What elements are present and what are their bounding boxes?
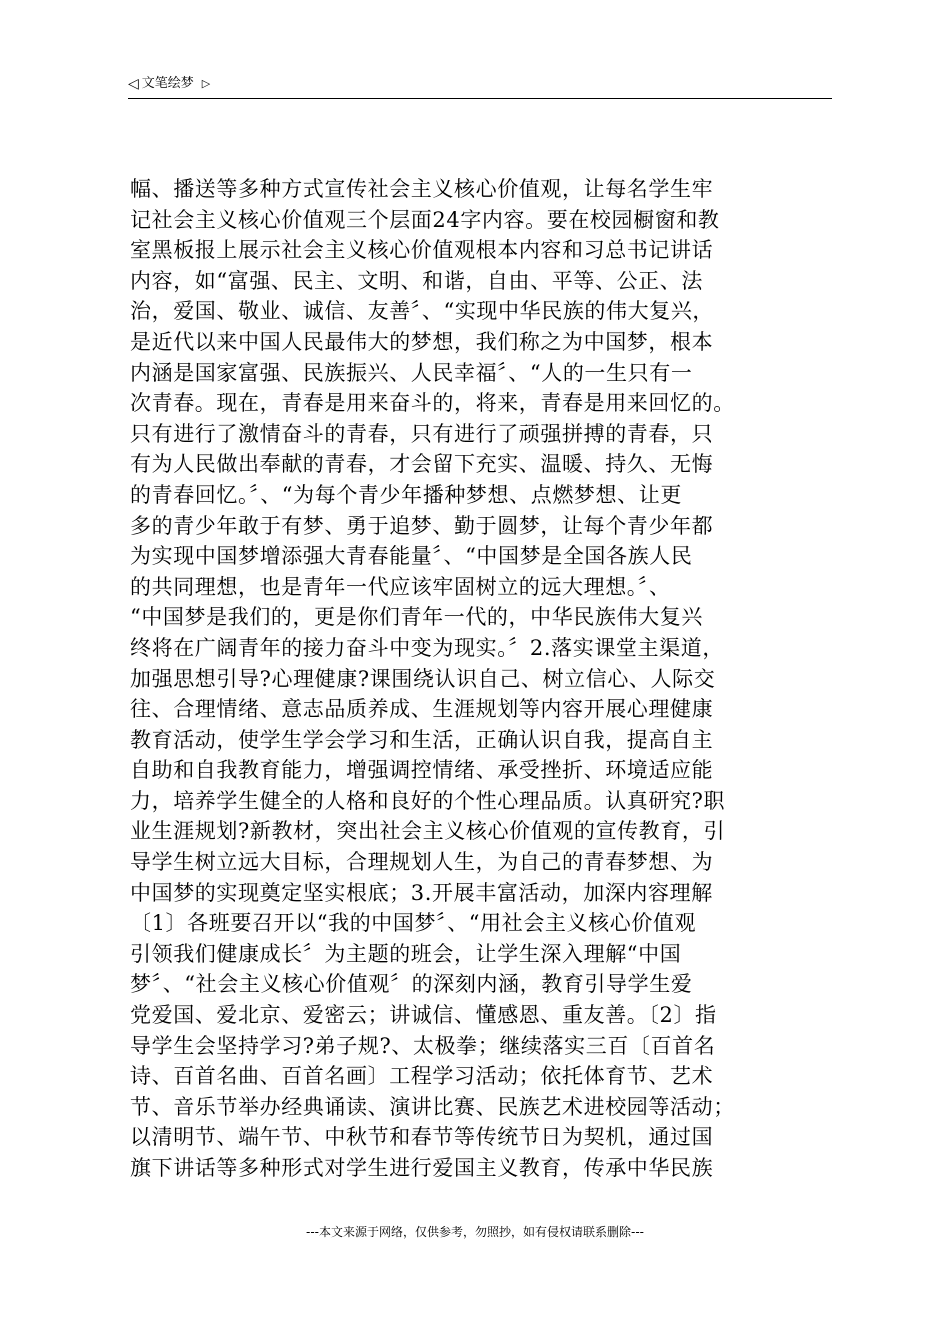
text-line: 为实现中国梦增添强大青春能量〞、“中国梦是全国各族人民: [130, 544, 693, 569]
text-line: 教育活动，使学生学会学习和生活，正确认识自我，提高自主: [130, 727, 714, 752]
left-triangle-icon: ◁: [128, 76, 139, 92]
text-line: 〔1〕各班要召开以“我的中国梦〞、“用社会主义核心价值观: [130, 911, 697, 936]
text-line: 导学生会坚持学习?弟子规?、太极拳；继续落实三百〔百首名: [130, 1033, 716, 1058]
text-line: 内容，如“富强、民主、文明、和谐，自由、平等、公正、法: [130, 268, 703, 293]
text-line: 的共同理想，也是青年一代应该牢固树立的远大理想。〞、: [130, 574, 671, 599]
document-body: [130, 174, 830, 1184]
text-line: 引领我们健康成长〞为主题的班会，让学生深入理解“中国: [130, 941, 682, 966]
text-line: 党爱国、爱北京、爱密云；讲诚信、懂感恩、重友善。〔2〕指: [130, 1003, 717, 1028]
brand-name: 文笔绘梦: [141, 76, 194, 91]
text-line: “中国梦是我们的，更是你们青年一代的，中华民族伟大复兴: [130, 605, 703, 630]
text-line: 幅、播送等多种方式宣传社会主义核心价值观，让每名学生牢: [130, 177, 714, 201]
text-line: 内涵是国家富强、民族振兴、人民幸福〞、“人的一生只有一: [130, 360, 693, 385]
text-line: 只有进行了激情奋斗的青春，只有进行了顽强拼搏的青春，只: [130, 421, 714, 446]
text-line: 中国梦的实现奠定坚实根底；3.开展丰富活动，加深内容理解: [130, 880, 713, 905]
text-line: 是近代以来中国人民最伟大的梦想，我们称之为中国梦，根本: [130, 329, 714, 354]
text-line: 旗下讲话等多种形式对学生进行爱国主义教育，传承中华民族: [130, 1156, 714, 1180]
text-line: 诗、百首名曲、百首名画〕工程学习活动；依托体育节、艺术: [130, 1064, 714, 1089]
text-line: 室黑板报上展示社会主义核心价值观根本内容和习总书记讲话: [130, 238, 714, 263]
text-line: 记社会主义核心价值观三个层面24字内容。要在校园橱窗和教: [130, 207, 720, 232]
page-footer: ---本文来源于网络，仅供参考，勿照抄，如有侵权请联系删除---: [306, 1225, 644, 1239]
text-line: 加强思想引导?心理健康?课围绕认识自己、树立信心、人际交: [130, 666, 716, 691]
text-line: 终将在广阔青年的接力奋斗中变为现实。〞2.落实课堂主渠道，: [130, 635, 724, 660]
text-line: 次青春。现在，青春是用来奋斗的，将来，青春是用来回忆的。: [130, 391, 735, 416]
header-brand: [128, 76, 210, 92]
text-line: 的青春回忆。〞、“为每个青少年播种梦想、点燃梦想、让更: [130, 482, 682, 507]
text-line: 有为人民做出奉献的青春，才会留下充实、温暖、持久、无悔: [130, 452, 714, 477]
right-triangle-icon: ▷: [201, 77, 211, 90]
text-line: 导学生树立远大目标，合理规划人生，为自己的青春梦想、为: [130, 850, 714, 875]
text-line: 往、合理情绪、意志品质养成、生涯规划等内容开展心理健康: [130, 697, 714, 722]
text-line: 多的青少年敢于有梦、勇于追梦、勤于圆梦，让每个青少年都: [130, 513, 714, 538]
page-header: [128, 72, 832, 99]
text-line: 以清明节、端午节、中秋节和春节等传统节日为契机，通过国: [130, 1125, 714, 1150]
text-line: 业生涯规划?新教材，突出社会主义核心价值观的宣传教育，引: [130, 819, 726, 844]
text-line: 力，培养学生健全的人格和良好的个性心理品质。认真研究?职: [130, 788, 726, 813]
text-line: 梦〞、“社会主义核心价值观〞的深刻内涵，教育引导学生爱: [130, 972, 693, 997]
text-line: 节、音乐节举办经典诵读、演讲比赛、民族艺术进校园等活动；: [130, 1094, 735, 1119]
text-line: 治，爱国、敬业、诚信、友善〞、“实现中华民族的伟大复兴，: [130, 299, 715, 324]
text-line: 自助和自我教育能力，增强调控情绪、承受挫折、环境适应能: [130, 758, 714, 783]
